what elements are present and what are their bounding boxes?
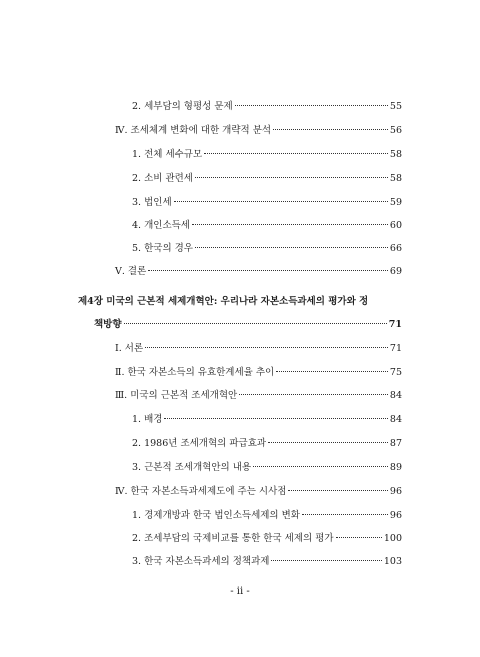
chapter-title-line1: 제4장 미국의 근본적 세제개혁안: 우리나라 자본소득과세의 평가와 정: [78, 296, 369, 307]
dot-leader: [271, 560, 381, 561]
toc-entry: [0, 366, 402, 380]
toc-entry-title: Ⅳ. 한국 자본소득과세제도에 주는 시사점: [115, 486, 287, 497]
toc-entry-page: 71: [389, 343, 402, 354]
toc-entry-page: 60: [389, 220, 402, 231]
toc-entry: [0, 172, 402, 186]
toc-entry-page: 84: [389, 390, 402, 401]
dot-leader: [253, 466, 388, 467]
toc-entry: [0, 413, 402, 427]
dot-leader: [239, 394, 388, 395]
toc-entry: [0, 219, 402, 233]
dot-leader: [148, 270, 388, 271]
toc-entry-title: 3. 한국 자본소득과세의 정책과제: [132, 556, 270, 567]
toc-entry: [0, 242, 402, 256]
toc-entry-page: 96: [389, 486, 402, 497]
dot-leader: [195, 247, 388, 248]
toc-entry-page: 96: [389, 510, 402, 521]
toc-entry-title: 2. 소비 관련세: [132, 173, 193, 184]
dot-leader: [195, 177, 388, 178]
toc-entry: [0, 100, 402, 114]
toc-entry-title: 1. 경제개방과 한국 법인소득세제의 변화: [132, 510, 300, 521]
toc-entry: [0, 485, 402, 499]
dot-leader: [164, 418, 387, 419]
toc-entry-title: Ⅲ. 미국의 근본적 조세개혁안: [115, 390, 238, 401]
dot-leader: [174, 201, 388, 202]
toc-entry-title: 5. 한국의 경우: [132, 243, 193, 254]
toc-entry: [0, 532, 402, 546]
dot-leader: [276, 371, 388, 372]
chapter-title-line2: 책방향: [94, 319, 122, 330]
toc-entry: [0, 389, 402, 403]
toc-entry-page: 58: [389, 173, 402, 184]
toc-entry-title: 3. 근본적 조세개혁안의 내용: [132, 462, 252, 473]
dot-leader: [235, 105, 388, 106]
toc-entry-title: Ⅱ. 한국 자본소득의 유효한계세율 추이: [115, 367, 275, 378]
toc-entry-page: 66: [389, 243, 402, 254]
dot-leader: [192, 224, 388, 225]
toc-entry-title: 2. 세부담의 형평성 문제: [132, 101, 233, 112]
toc-entry-title: 3. 법인세: [132, 197, 172, 208]
dot-leader: [288, 490, 387, 491]
dot-leader: [336, 537, 382, 538]
toc-entry: [0, 342, 402, 356]
toc-entry: [0, 148, 402, 162]
toc-entry: [0, 555, 402, 569]
toc-entry: [0, 196, 402, 210]
toc-entry-title: I. 서론: [115, 343, 144, 354]
toc-entry-page: 75: [389, 367, 402, 378]
toc-entry-title: 1. 배경: [132, 414, 163, 425]
toc-entry-title: 4. 개인소득세: [132, 220, 190, 231]
toc-entry-page: 58: [389, 149, 402, 160]
toc-entry-title: 2. 1986년 조세개혁의 파급효과: [132, 438, 267, 449]
toc-entry-title: 2. 조세부담의 국제비교를 통한 한국 세제의 평가: [132, 533, 334, 544]
toc-entry-title: Ⅳ. 조세체계 변화에 대한 개략적 분석: [115, 125, 272, 136]
toc-entry-page: 59: [389, 197, 402, 208]
dot-leader: [268, 442, 388, 443]
toc-entry-page: 56: [389, 125, 402, 136]
toc-entry-page: 84: [389, 414, 402, 425]
toc-entry: [0, 461, 402, 475]
chapter-title-line2-entry: [0, 318, 402, 332]
toc-entry: [0, 265, 402, 279]
toc-entry-page: 100: [383, 533, 402, 544]
toc-entry: [0, 509, 402, 523]
toc-entry-title: 1. 전체 세수규모: [132, 149, 203, 160]
toc-entry-page: 89: [389, 462, 402, 473]
toc-entry-page: 69: [389, 266, 402, 277]
dot-leader: [145, 347, 388, 348]
toc-entry-page: 87: [389, 438, 402, 449]
chapter-page: 71: [388, 319, 402, 330]
page-number-footer: - ii -: [230, 586, 250, 597]
dot-leader: [124, 323, 387, 324]
toc-entry-title: Ⅴ. 결론: [115, 266, 147, 277]
dot-leader: [273, 129, 388, 130]
toc-entry: [0, 437, 402, 451]
dot-leader: [302, 514, 388, 515]
toc-entry-page: 55: [389, 101, 402, 112]
toc-entry-page: 103: [383, 556, 402, 567]
toc-entry: [0, 124, 402, 138]
dot-leader: [204, 153, 388, 154]
